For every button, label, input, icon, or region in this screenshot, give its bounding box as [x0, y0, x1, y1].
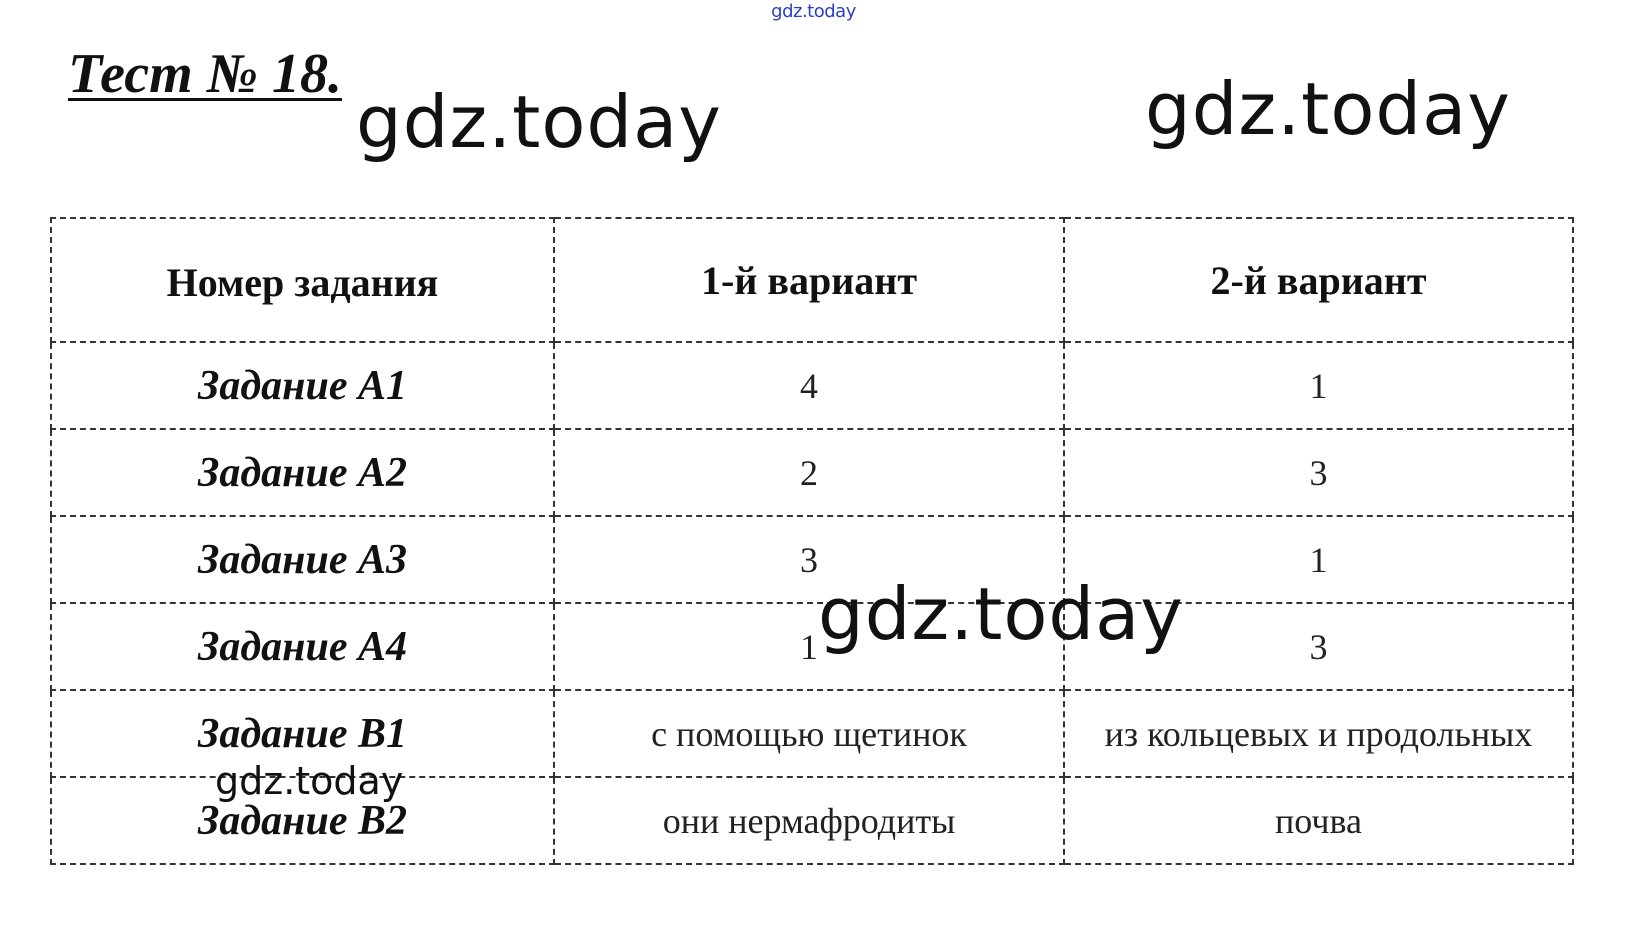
- variant-1-answer: 1: [554, 603, 1064, 690]
- page-title: Тест № 18.: [68, 43, 342, 105]
- task-label: Задание В1: [51, 690, 554, 777]
- variant-2-answer: 3: [1064, 603, 1573, 690]
- table-row: [51, 429, 1573, 516]
- variant-2-answer: 3: [1064, 429, 1573, 516]
- header-variant-1: 1-й вариант: [554, 218, 1064, 342]
- watermark-text: gdz.today: [818, 572, 1184, 656]
- variant-1-answer: 3: [554, 516, 1064, 603]
- task-label: Задание В2: [51, 777, 554, 864]
- task-label: Задание А1: [51, 342, 554, 429]
- watermark-text: gdz.today: [1145, 67, 1511, 151]
- variant-1-answer: с помощью щетинок: [554, 690, 1064, 777]
- task-label: Задание А2: [51, 429, 554, 516]
- header-variant-2: 2-й вариант: [1064, 218, 1573, 342]
- top-watermark: gdz.today: [771, 1, 856, 22]
- table-header-row: [51, 218, 1573, 342]
- table-row: [51, 603, 1573, 690]
- variant-1-answer: 2: [554, 429, 1064, 516]
- variant-1-answer: 4: [554, 342, 1064, 429]
- table-row: [51, 516, 1573, 603]
- task-label: Задание А4: [51, 603, 554, 690]
- watermark-text: gdz.today: [356, 80, 722, 164]
- variant-1-answer: они нермафродиты: [554, 777, 1064, 864]
- variant-2-answer: почва: [1064, 777, 1573, 864]
- variant-2-answer: из кольцевых и продольных: [1064, 690, 1573, 777]
- task-label: Задание А3: [51, 516, 554, 603]
- watermark-text: gdz.today: [215, 759, 404, 803]
- variant-2-answer: 1: [1064, 516, 1573, 603]
- variant-2-answer: 1: [1064, 342, 1573, 429]
- header-task-number: Номер задания: [51, 218, 554, 342]
- table-row: [51, 342, 1573, 429]
